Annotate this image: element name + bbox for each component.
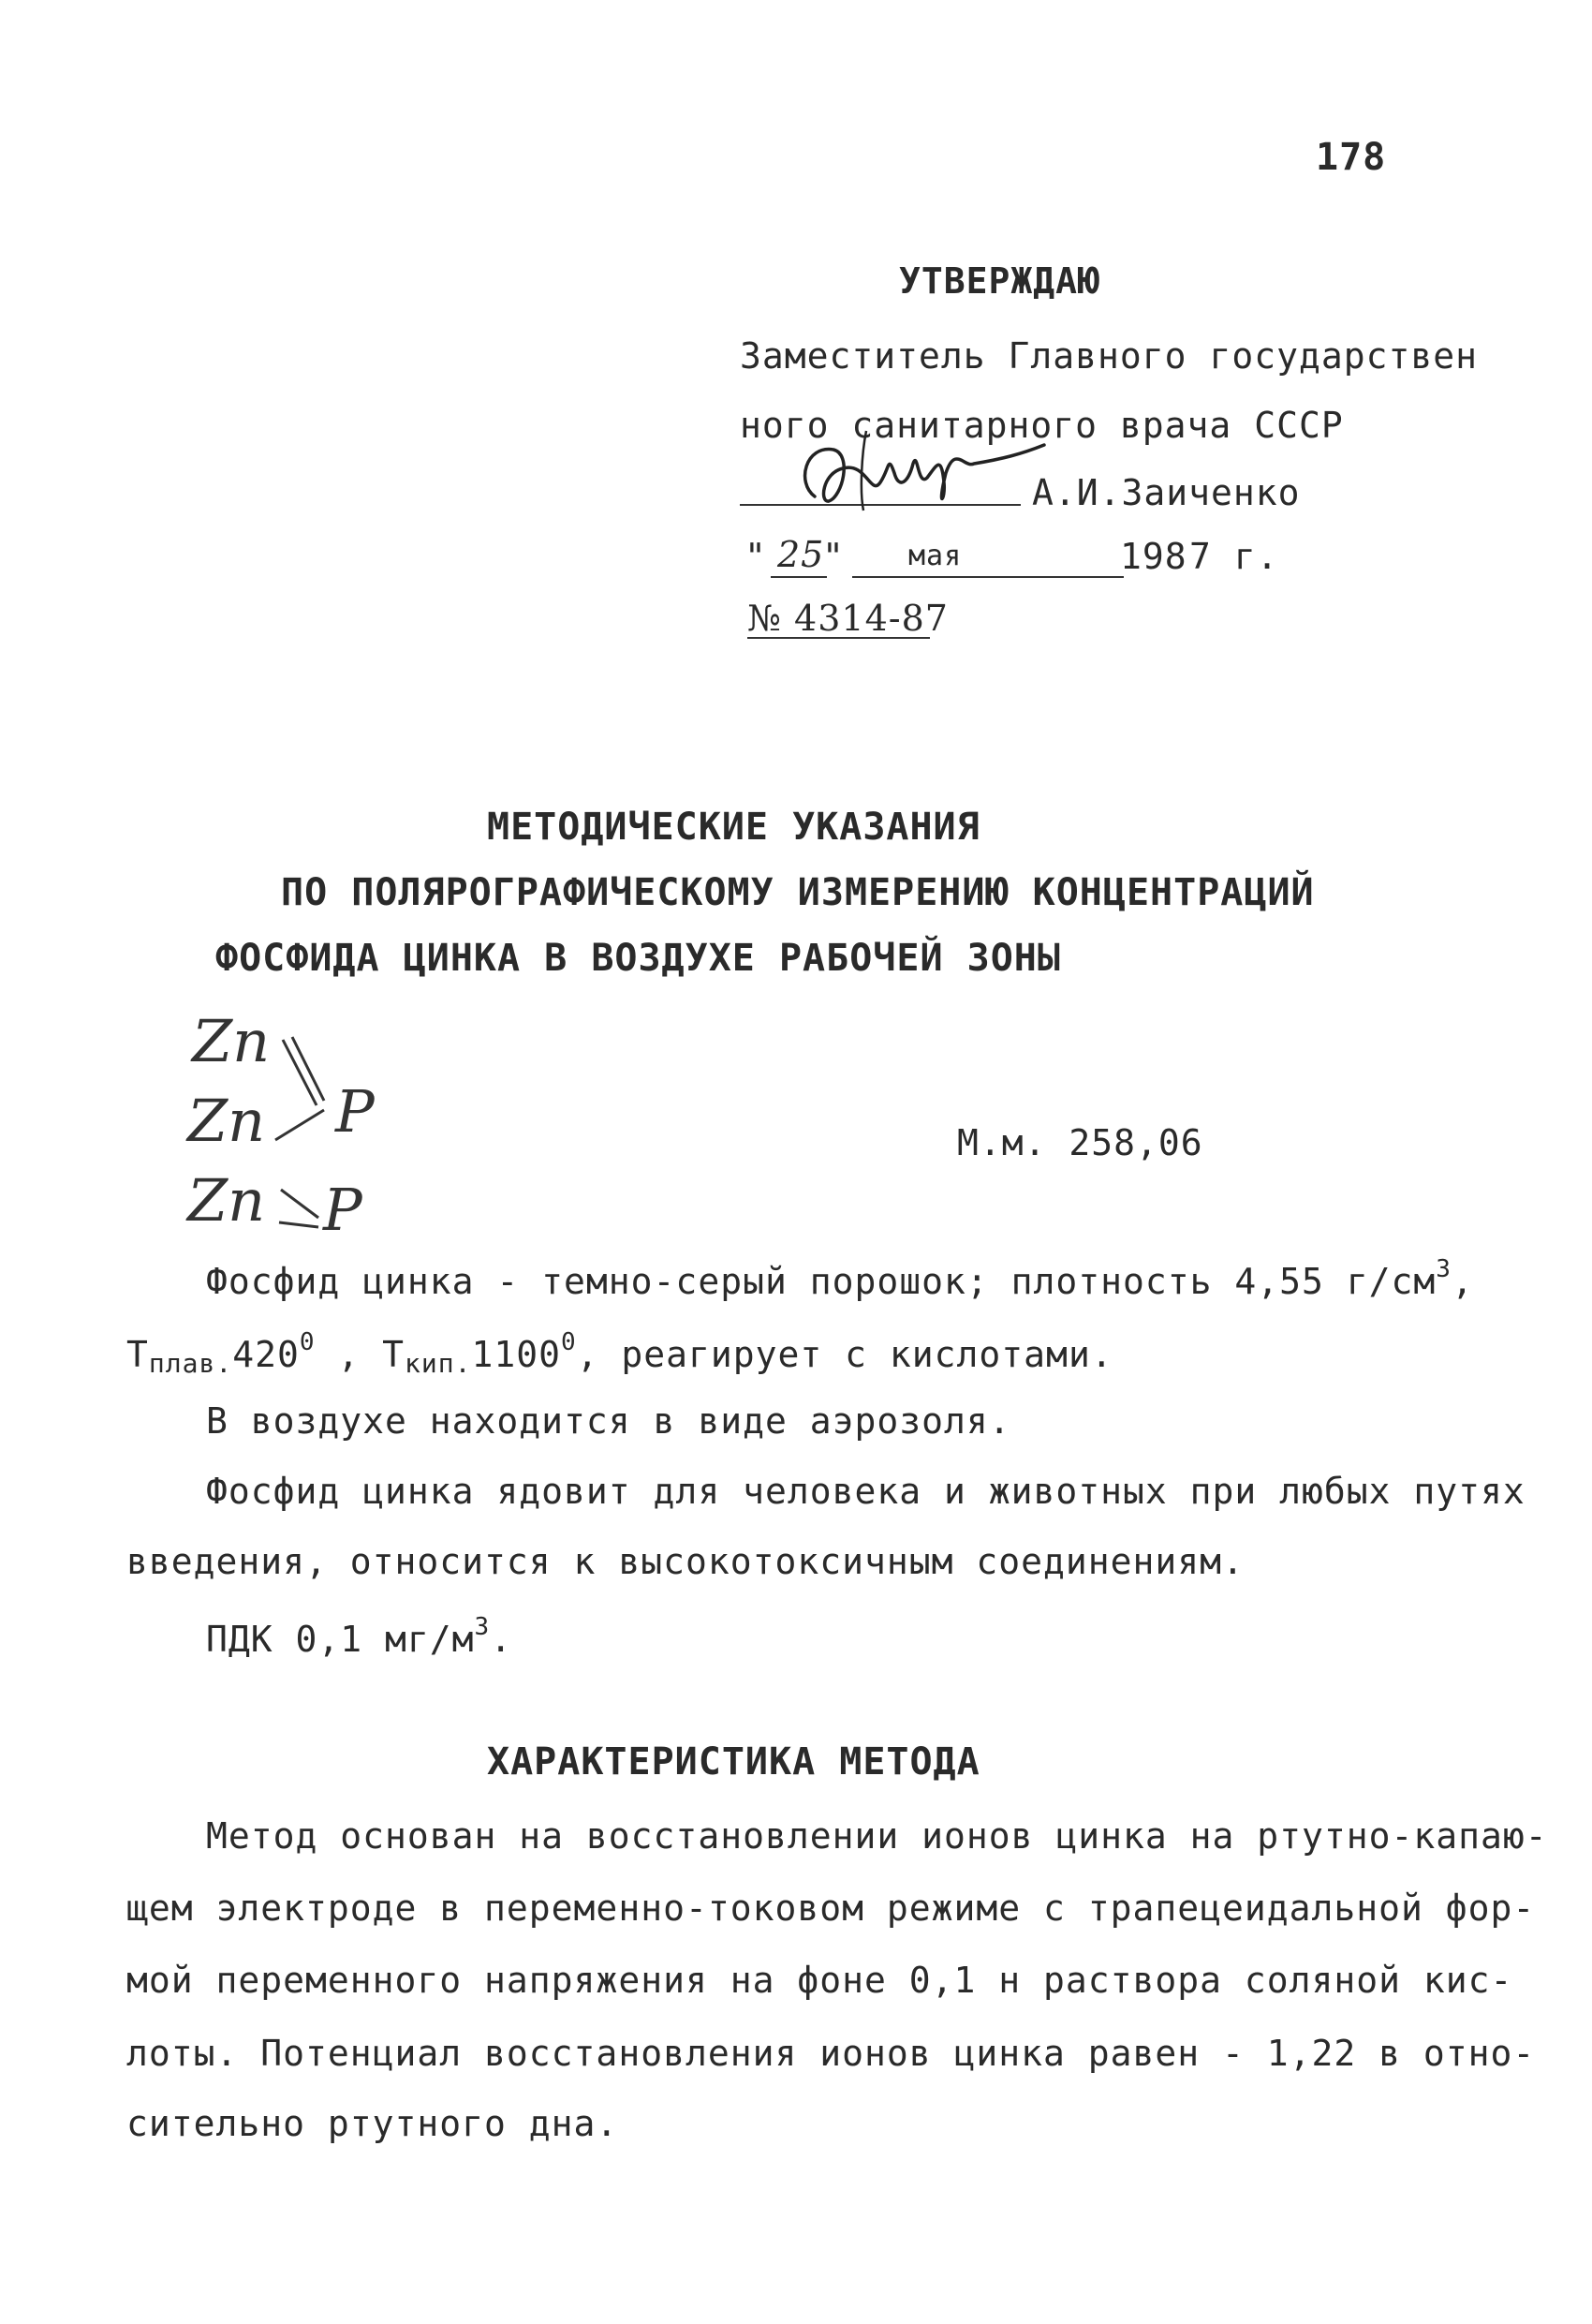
- title-line1: МЕТОДИЧЕСКИЕ УКАЗАНИЯ: [487, 806, 980, 849]
- method-heading: ХАРАКТЕРИСТИКА МЕТОДА: [487, 1740, 980, 1784]
- formula-bonds: [272, 1035, 346, 1241]
- molar-mass: М.м. 258,06: [957, 1122, 1203, 1163]
- title-line3: ФОСФИДА ЦИНКА В ВОЗДУХЕ РАБОЧЕЙ ЗОНЫ: [215, 937, 1061, 980]
- formula-p-1: P: [335, 1077, 375, 1146]
- method-line: Метод основан на восстановлении ионов цинка на ртутно-капаю-: [206, 1815, 1548, 1857]
- formula-p-2: P: [323, 1176, 362, 1244]
- title-line2: ПО ПОЛЯРОГРАФИЧЕСКОМУ ИЗМЕРЕНИЮ КОНЦЕНТРАЦИЙ: [281, 871, 1315, 914]
- approval-name: А.И.Заиченко: [1032, 472, 1301, 513]
- pdk-line: ПДК 0,1 $мг/м^3$.: [206, 1613, 513, 1660]
- method-line: мой переменного напряжения на фоне 0,1 н раствора соляной кис-: [126, 1960, 1513, 2001]
- date-month: мая: [908, 540, 963, 572]
- desc-line5: введения, относится к высокотоксичным соединениям.: [126, 1541, 1245, 1582]
- approval-heading: УТВЕРЖДАЮ: [899, 260, 1100, 302]
- date-day: 25: [777, 534, 825, 575]
- desc-line2-temperatures: $Т_{плав.}420^0$ , $Т_{кип.}1100^0$, реагирует с кислотами.: [126, 1328, 1113, 1379]
- method-line: щем электроде в переменно-токовом режиме с трапецеидальной фор-: [126, 1887, 1536, 1929]
- formula-zn-1: Zn: [192, 1007, 271, 1075]
- page-number: 178: [1316, 136, 1387, 179]
- approval-position-line1: Заместитель Главного государствен: [740, 335, 1478, 377]
- approval-position-line2: ного санитарного врача СССР: [740, 405, 1344, 446]
- method-line: лоты. Потенциал восстановления ионов цинка равен - 1,22 в отно-: [126, 2033, 1536, 2074]
- approval-number: № 4314-87: [747, 598, 949, 639]
- desc-line4: Фосфид цинка ядовит для человека и животных при любых путях: [206, 1471, 1526, 1512]
- formula-zn-2: Zn: [187, 1087, 266, 1155]
- signature-image: [777, 417, 1049, 529]
- desc-line3: В воздухе находится в виде аэрозоля.: [206, 1400, 1011, 1442]
- date-year-suffix: 7 г.: [1189, 536, 1279, 577]
- date-year-prefix: 198: [1120, 536, 1187, 577]
- formula-zn-3: Zn: [187, 1166, 266, 1235]
- desc-line1: Фосфид цинка - темно-серый порошок; плотность 4,55 $г/см^3$,: [206, 1255, 1474, 1302]
- method-line: сительно ртутного дна.: [126, 2103, 619, 2144]
